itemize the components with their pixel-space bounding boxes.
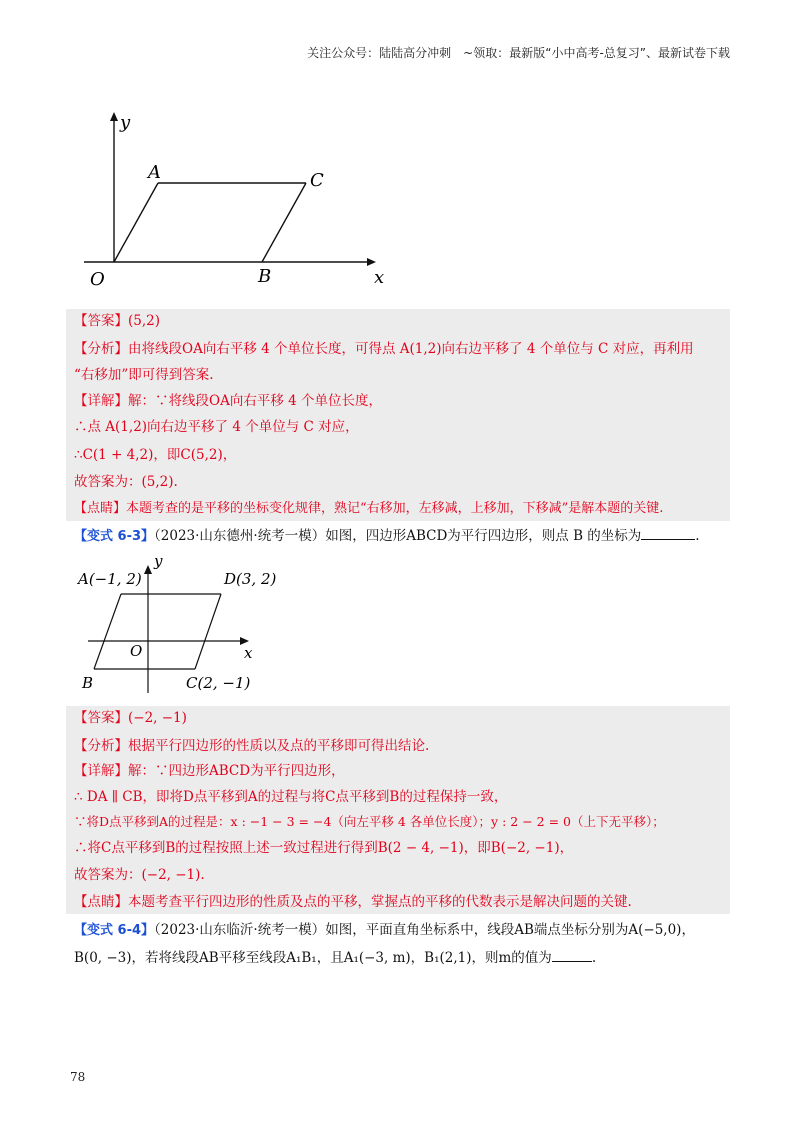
- question-text: （2023·山东德州·统考一模）如图，四边形ABCD为平行四边形，则点 B 的坐标为: [154, 528, 642, 544]
- x-axis-label: x: [374, 267, 385, 288]
- point-b-label: B: [258, 266, 272, 287]
- point-d-label: D(3, 2): [224, 570, 277, 588]
- question-end: .: [591, 950, 597, 966]
- solution-box-1: [66, 309, 730, 521]
- question-6-4-line-2: [74, 948, 596, 968]
- point-a-label: A(−1, 2): [78, 570, 142, 588]
- page-number: 78: [70, 1070, 86, 1084]
- y-axis-label: y: [120, 112, 131, 133]
- x-axis-label: x: [244, 644, 253, 662]
- question-tag: 【变式 6-4】: [74, 923, 155, 938]
- question-text: （2023·山东临沂·统考一模）如图，平面直角坐标系中，线段AB端点坐标分别为A(−5,0)，: [154, 922, 695, 938]
- question-6-4-line-1: [74, 920, 695, 941]
- answer-line: 【答案】(5,2): [74, 313, 161, 329]
- question-end: .: [695, 528, 700, 544]
- point-c-label: C: [310, 170, 324, 191]
- point-a-label: A: [148, 162, 161, 183]
- figure-parallelogram-oabc: [80, 108, 400, 288]
- detail-line-1: 【详解】解：∵四边形ABCD为平行四边形，: [74, 763, 345, 779]
- origin-label: O: [90, 269, 105, 290]
- detail-line-4: ∴将C点平移到B的过程按照上述一致过程进行得到B(2 − 4, −1)，即B(−2, −1)，: [74, 840, 574, 856]
- detail-line-1: 【详解】解：∵将线段OA向右平移 4 个单位长度，: [74, 393, 382, 409]
- y-axis-label: y: [154, 552, 163, 570]
- detail-line-2: ∴点 A(1,2)向右边平移了 4 个单位与 C 对应，: [74, 419, 359, 435]
- detail-line-3: ∴C(1 + 4,2)，即C(5,2)，: [74, 447, 237, 463]
- answer-blank: [641, 527, 695, 540]
- detail-line-5: 故答案为：(−2, −1).: [74, 867, 205, 883]
- comment-line: 【点睛】本题考查的是平移的坐标变化规律，熟记“右移加，左移减，上移加，下移减”是解本题的关键.: [74, 501, 664, 516]
- page-header: 关注公众号：陆陆高分冲刺 ~领取：最新版“小中高考-总复习”、最新试卷下载: [307, 46, 730, 60]
- origin-label: O: [130, 642, 143, 660]
- point-c-label: C(2, −1): [186, 674, 251, 692]
- comment-line: 【点睛】本题考查平行四边形的性质及点的平移，掌握点的平移的代数表示是解决问题的关键.: [74, 894, 632, 910]
- question-text: B(0, −3)，若将线段AB平移至线段A₁B₁，且A₁(−3, m)，B₁(2,1)，则m的值为: [74, 950, 552, 966]
- figure-parallelogram-abcd: [78, 548, 278, 698]
- question-tag: 【变式 6-3】: [74, 529, 155, 544]
- analysis-line-2: “右移加”即可得到答案.: [74, 367, 214, 383]
- point-b-label: B: [82, 674, 94, 692]
- answer-line: 【答案】(−2, −1): [74, 710, 187, 726]
- analysis-line: 【分析】根据平行四边形的性质以及点的平移即可得出结论.: [74, 738, 430, 754]
- analysis-line-1: 【分析】由将线段OA向右平移 4 个单位长度，可得点 A(1,2)向右边平移了 4 个单位与 C 对应，再利用: [74, 341, 694, 357]
- solution-box-2: [66, 706, 730, 914]
- question-6-3: [74, 526, 700, 547]
- detail-line-2: ∴ DA ∥ CB，即将D点平移到A的过程与将C点平移到B的过程保持一致，: [74, 789, 508, 805]
- detail-line-4: 故答案为：(5,2).: [74, 474, 178, 490]
- detail-line-3: ∵将D点平移到A的过程是：x : −1 − 3 = −4（向左平移 4 各单位长度）；y : 2 − 2 = 0（上下无平移）；: [74, 814, 665, 829]
- answer-blank: [552, 949, 592, 962]
